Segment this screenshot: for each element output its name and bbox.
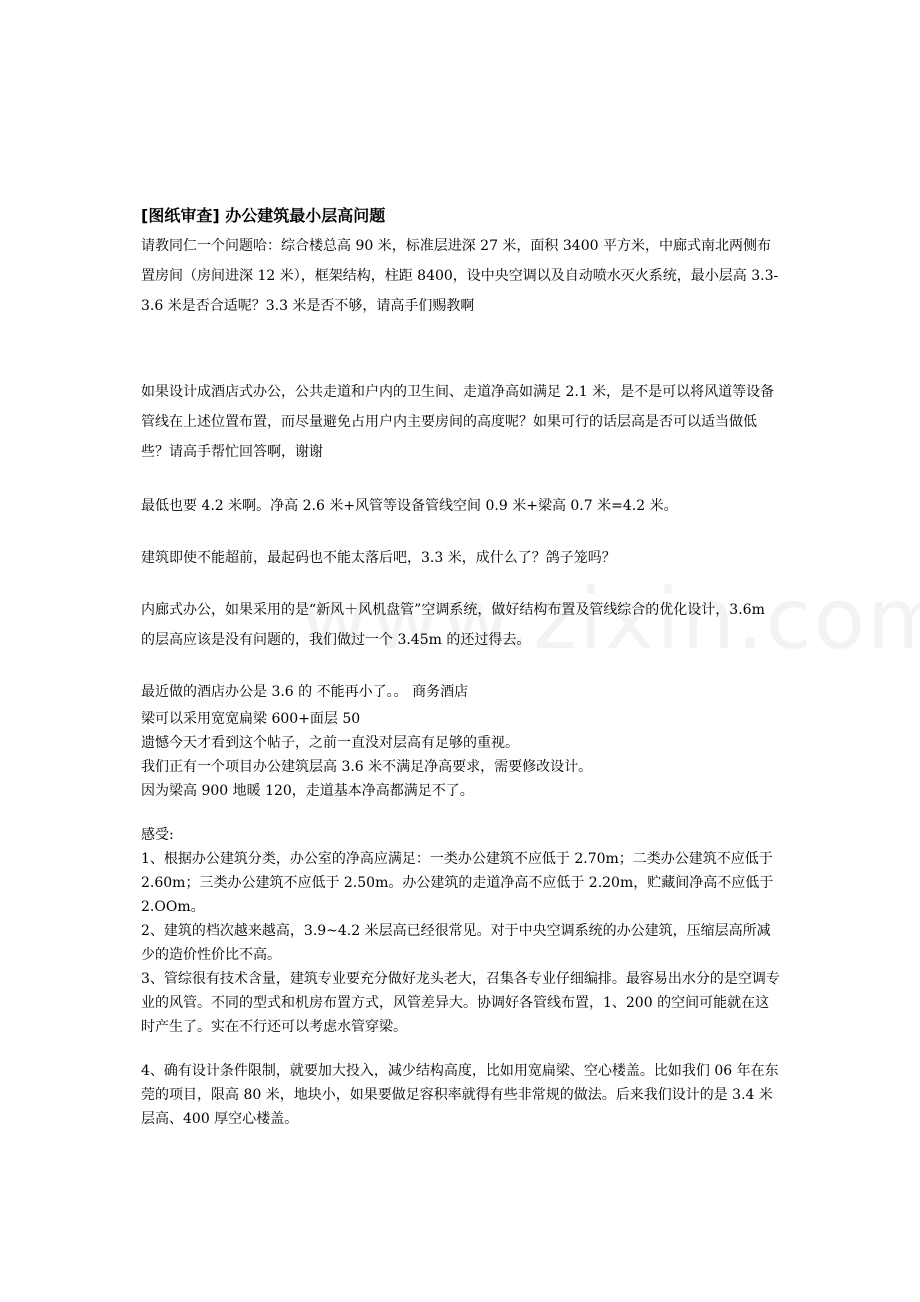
- feelings-label: 感受:: [141, 827, 174, 843]
- question-paragraph: 请教同仁一个问题哈：综合楼总高 90 米，标准层进深 27 米，面积 3400 平方米，中廊式南北两侧布置房间（房间进深 12 米），框架结构，柱距 8400，设中央空调以及自动喷水灭火系统，最小层高 3.3-3.6 米是否合适呢？3.3 米是否不够，请高手们赐教啊: [141, 238, 779, 314]
- feeling-item: 1、根据办公建筑分类，办公室的净高应满足：一类办公建筑不应低于 2.70m；二类办公建筑不应低于 2.60m；三类办公建筑不应低于 2.50m。办公建筑的走道净高不应低于 2.20m，贮藏间净高不应低于 2.OOm。: [141, 851, 774, 915]
- feeling-item: 3、管综很有技术含量，建筑专业要充分做好龙头老大，召集各专业仔细编排。最容易出水分的是空调专业的风管。不同的型式和机房布置方式，风管差异大。协调好各管线布置，1、200 的空间可能就在这时产生了。实在不行还可以考虑水管穿梁。: [141, 971, 780, 1035]
- reply-group: [141, 707, 781, 803]
- reply-line: 我们正有一个项目办公建筑层高 3.6 米不满足净高要求，需要修改设计。: [141, 759, 593, 775]
- reply-paragraph: 最低也要 4.2 米啊。净高 2.6 米+风管等设备管线空间 0.9 米+梁高 0.7 米=4.2 米。: [141, 498, 678, 514]
- reply-paragraph: 如果设计成酒店式办公，公共走道和户内的卫生间、走道净高如满足 2.1 米，是不是可以将风道等设备管线在上述位置布置，而尽量避免占用户内主要房间的高度呢？如果可行的话层高是否可以适当做低些？请高手帮忙回答啊，谢谢: [141, 384, 775, 460]
- feelings-section: [141, 823, 781, 1131]
- reply-line: 遗憾今天才看到这个帖子，之前一直没对层高有足够的重视。: [141, 735, 519, 751]
- reply-paragraph: 内廊式办公，如果采用的是“新风＋风机盘管”空调系统，做好结构布置及管线综合的优化设计，3.6m 的层高应该是没有问题的，我们做过一个 3.45m 的还过得去。: [141, 602, 765, 648]
- feeling-item: 4、确有设计条件限制，就要加大投入，减少结构高度，比如用宽扁梁、空心楼盖。比如我们 06 年在东莞的项目，限高 80 米，地块小，如果要做足容积率就得有些非常规的做法。后来我们设计的是 3.4 米层高、400 厚空心楼盖。: [141, 1063, 779, 1127]
- document-title: [图纸审查] 办公建筑最小层高问题: [141, 206, 386, 225]
- reply-paragraph: 最近做的酒店办公是 3.6 的 不能再小了。。 商务酒店: [141, 684, 469, 700]
- reply-line: 梁可以采用宽宽扁梁 600+面层 50: [141, 711, 361, 727]
- reply-line: 因为梁高 900 地暖 120，走道基本净高都满足不了。: [141, 783, 474, 799]
- reply-paragraph: 建筑即使不能超前，最起码也不能太落后吧，3.3 米，成什么了？鸽子笼吗？: [141, 550, 616, 566]
- document-body: [141, 203, 781, 1131]
- feeling-item: 2、建筑的档次越来越高，3.9~4.2 米层高已经很常见。对于中央空调系统的办公建筑，压缩层高所减少的造价性价比不高。: [141, 923, 771, 963]
